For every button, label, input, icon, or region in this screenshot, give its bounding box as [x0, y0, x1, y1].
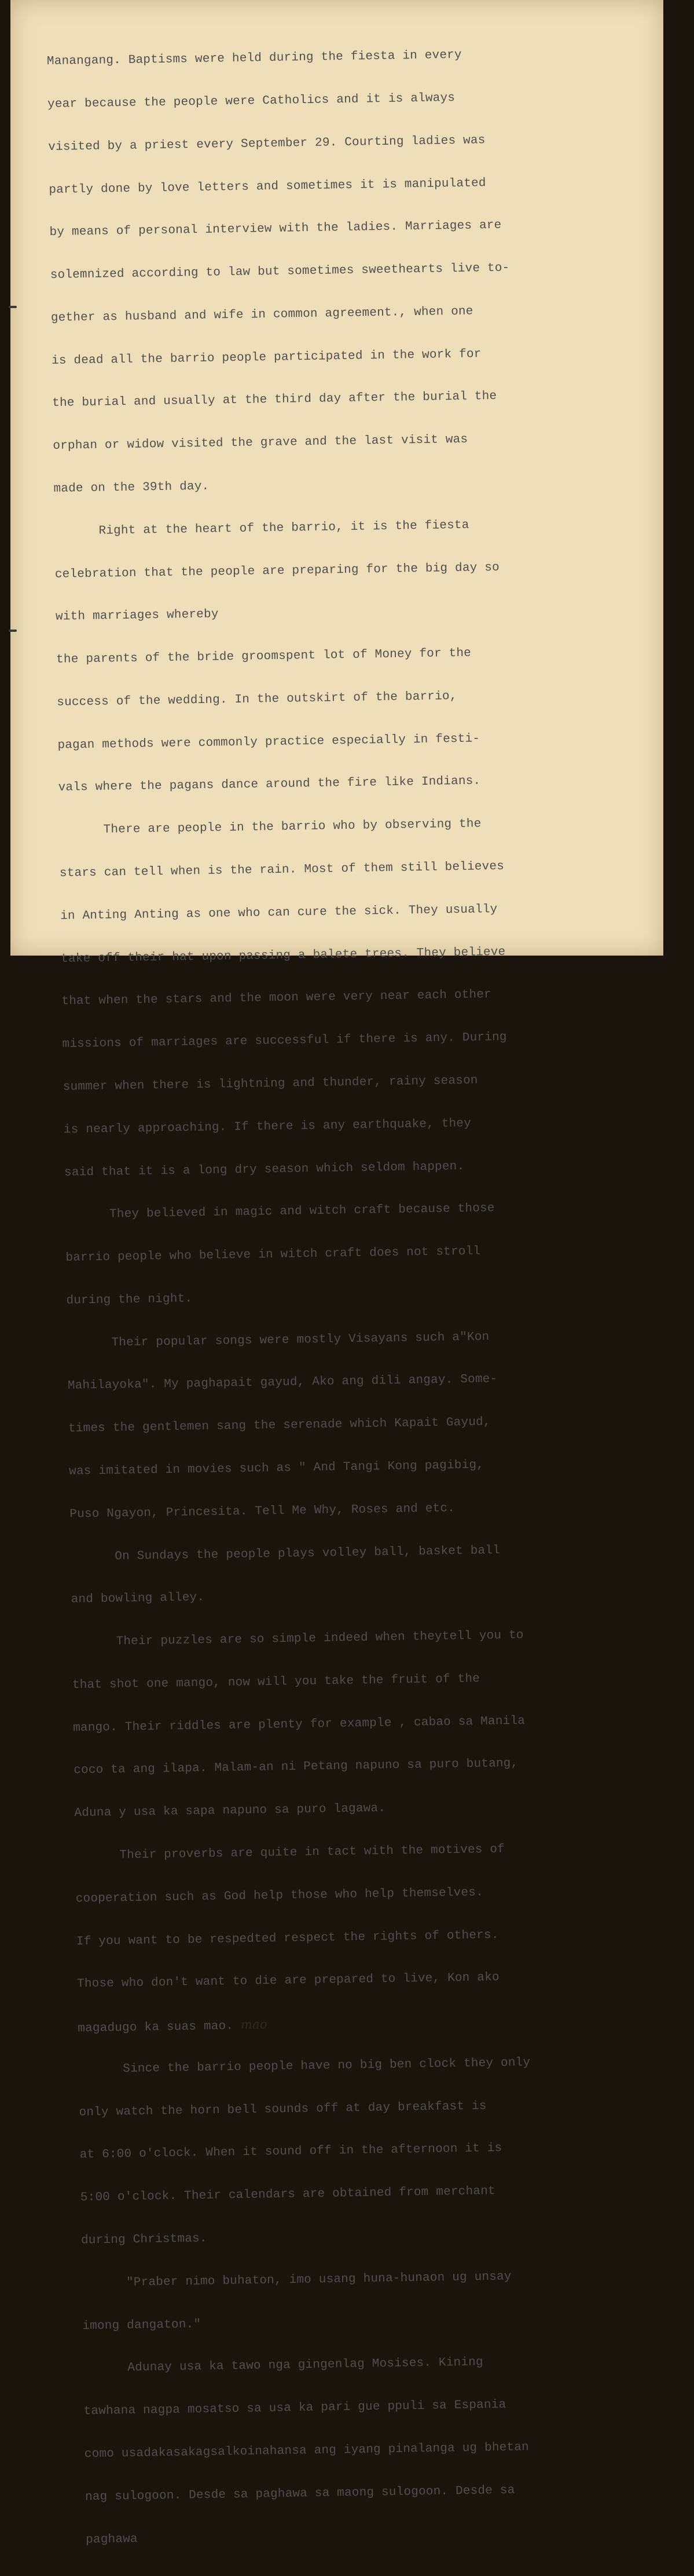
text-line: only watch the horn bell sounds off at day breakfast is — [79, 2099, 487, 2120]
text-line: in Anting Anting as one who can cure the sick. They usually — [60, 902, 498, 923]
text-line: They believed in magic and witch craft because those — [65, 1202, 495, 1223]
text-line: visited by a priest every September 29. Courting ladies was — [48, 133, 486, 154]
text-line: the burial and usually at the third day after the burial the — [52, 390, 497, 411]
text-line: success of the wedding. In the outskirt of the barrio, — [57, 689, 457, 709]
text-line: Right at the heart of the barrio, it is the fiesta — [54, 518, 469, 539]
text-line: made on the 39th day. — [53, 480, 210, 496]
text-line: times the gentlemen sang the serenade which Kapait Gayud, — [68, 1415, 491, 1436]
text-line: take off their hat upon passing a balete trees. They believe — [61, 945, 506, 966]
text-line: vals where the pagans dance around the fire like Indians. — [58, 774, 481, 795]
text-line: There are people in the barrio who by observing the — [58, 817, 482, 838]
text-line: by means of personal interview with the ladies. Marriages are — [49, 219, 502, 240]
text-line: stars can tell when is the rain. Most of them still believes — [59, 859, 505, 880]
text-line: is dead all the barrio people participated in the work for — [51, 347, 482, 368]
text-line: barrio people who believe in witch craft does not stroll — [65, 1245, 481, 1265]
text-line: celebration that the people are preparing for the big day so — [54, 561, 500, 581]
text-line: during the night. — [66, 1292, 193, 1308]
text-line: Their proverbs are quite in tact with the motives of — [75, 1842, 505, 1863]
text-line: the parents of the bride groomspent lot of Money for the — [56, 646, 472, 667]
text-line: gether as husband and wife in common agreement., when one — [50, 305, 473, 325]
text-line-typed: magadugo ka suas mao. — [78, 2019, 234, 2036]
text-line: is nearly approaching. If there is any earthquake, they — [63, 1117, 472, 1137]
text-line: Puso Ngayon, Princesita. Tell Me Why, Roses and etc. — [69, 1501, 456, 1521]
text-line: mango. Their riddles are plenty for example , cabao sa Manila — [72, 1714, 526, 1735]
text-line: orphan or widow visited the grave and the last visit was — [53, 433, 468, 453]
text-line: Adunay usa ka tawo nga gingenlag Mosises. Kining — [83, 2356, 483, 2376]
text-line: at 6:00 o'clock. When it sound off in the afternoon it is — [79, 2142, 502, 2162]
text-line: and bowling alley. — [71, 1591, 205, 1607]
text-line: If you want to be respedted respect the rights of others. — [76, 1928, 499, 1949]
text-line: pagan methods were commonly practice especially in festi- — [57, 732, 480, 752]
text-line: 5:00 o'clock. Their calendars are obtained from merchant — [80, 2185, 495, 2205]
text-line: was imitated in movies such as " And Tangi Kong pagibig, — [69, 1458, 484, 1479]
text-line: coco ta ang ilapa. Malam-an ni Petang napuno sa puro butang, — [74, 1757, 519, 1778]
margin-mark — [9, 306, 17, 308]
text-line: Aduna y usa ka sapa napuno sa puro lagawa. — [74, 1802, 386, 1820]
typewritten-text — [46, 17, 694, 2576]
text-line: "Praber nimo buhaton, imo usang huna-hunaon ug unsay — [82, 2270, 512, 2290]
text-line: imong dangaton." — [82, 2317, 201, 2333]
margin-mark — [9, 630, 17, 632]
text-line: solemnized according to law but sometimes sweethearts live to- — [50, 261, 510, 283]
text-line: partly done by love letters and sometimes it is manipulated — [49, 176, 486, 197]
text-line: with marriages whereby — [55, 608, 219, 624]
text-line — [78, 2011, 685, 2035]
text-line: cooperation such as God help those who help themselves. — [75, 1886, 484, 1906]
text-line: Manangang. Baptisms were held during the fiesta in every — [46, 48, 462, 69]
text-line: Mahilayoka". My paghapait gayud, Ako ang dili angay. Some- — [67, 1373, 498, 1393]
handwritten-note: mao — [240, 2017, 267, 2032]
text-line: nag sulogoon. Desde sa paghawa sa maong sulogoon. Desde sa — [85, 2483, 515, 2504]
text-line: On Sundays the people plays volley ball, basket ball — [70, 1543, 501, 1564]
text-line: summer when there is lightning and thunder, rainy season — [63, 1074, 478, 1094]
text-line: missions of marriages are successful if there is any. During — [62, 1030, 507, 1051]
text-line: tawhana nagpa mosatso sa usa ka pari gue ppuli sa Espania — [83, 2398, 506, 2418]
text-line: said that it is a long dry season which seldom happen. — [64, 1159, 465, 1180]
text-line: Their puzzles are so simple indeed when theytell you to — [71, 1629, 524, 1649]
text-line: during Christmas. — [80, 2232, 207, 2248]
text-line: Their popular songs were mostly Visayans such a"Kon — [67, 1330, 490, 1351]
text-line: como usadakasakagsalkoinahansa ang iyang pinalanga ug bhetan — [84, 2440, 530, 2461]
text-line: that when the stars and the moon were very near each other — [61, 988, 492, 1009]
text-line: year because the people were Catholics and it is always — [47, 91, 456, 111]
text-line: Since the barrio people have no big ben clock they only — [78, 2056, 531, 2077]
text-line: paghawa — [85, 2532, 138, 2546]
text-line: Those who don't want to die are prepared to live, Kon ako — [76, 1971, 500, 1991]
text-line: that shot one mango, now will you take the fruit of the — [72, 1672, 480, 1692]
document-page — [10, 0, 663, 2546]
